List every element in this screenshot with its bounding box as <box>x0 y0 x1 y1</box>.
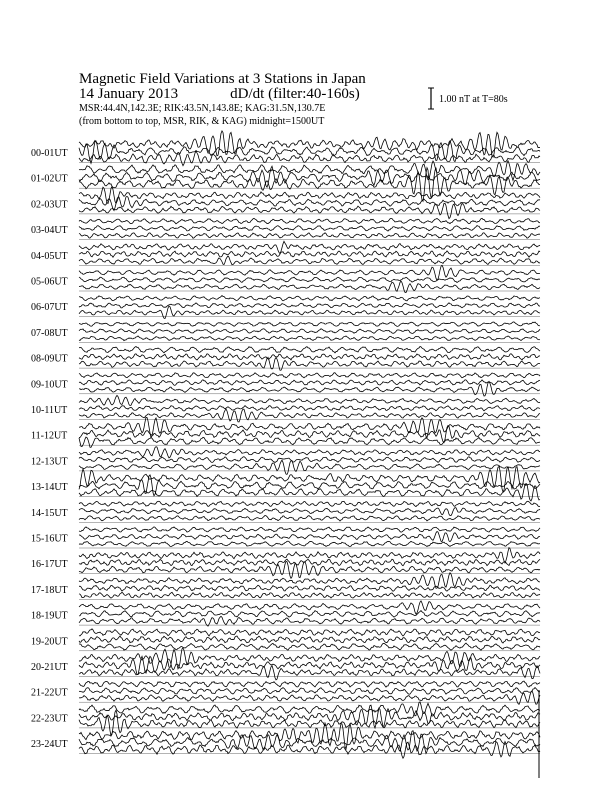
hour-label: 00-01UT <box>31 148 68 159</box>
trace-MSR <box>79 541 540 546</box>
hour-row <box>31 296 540 319</box>
trace-KAG <box>79 501 540 507</box>
trace-KAG <box>79 417 540 437</box>
trace-RIK <box>79 731 540 754</box>
trace-KAG <box>79 322 540 326</box>
trace-RIK <box>79 611 540 618</box>
hour-label: 09-10UT <box>31 379 68 391</box>
hour-label: 12-13UT <box>31 456 68 468</box>
trace-RIK <box>79 457 540 463</box>
hour-label: 18-19UT <box>31 610 68 622</box>
hour-label: 21-22UT <box>31 687 68 699</box>
trace-MSR <box>79 616 540 626</box>
hour-row <box>31 322 540 342</box>
hour-row <box>31 702 540 736</box>
trace-MSR <box>79 484 540 501</box>
scale-bar <box>428 88 434 109</box>
hour-label: 19-20UT <box>31 636 68 648</box>
trace-KAG <box>79 373 540 378</box>
hour-row <box>31 527 540 548</box>
hour-label: 03-04UT <box>31 225 68 237</box>
trace-RIK <box>79 636 540 643</box>
trace-KAG <box>79 187 540 204</box>
hour-label: 20-21UT <box>31 662 68 673</box>
trace-MSR <box>79 151 540 166</box>
hour-row <box>31 501 540 522</box>
hour-row <box>31 346 540 370</box>
hour-row <box>31 601 540 626</box>
trace-MSR <box>79 592 540 598</box>
trace-MSR <box>79 643 540 650</box>
scale-bar-label: 1.00 nT at T=80s <box>439 94 508 105</box>
trace-RIK <box>79 226 540 232</box>
hour-label: 16-17UT <box>31 559 68 571</box>
trace-KAG <box>79 218 540 223</box>
station-coordinates: MSR:44.4N,142.3E; RIK:43.5N,143.8E; KAG:31.5N,130.7E <box>79 103 326 114</box>
trace-MSR <box>79 336 540 341</box>
hour-label: 17-18UT <box>31 584 68 596</box>
trace-KAG <box>79 395 540 405</box>
trace-RIK <box>79 559 540 566</box>
trace-MSR <box>79 666 540 680</box>
hour-label: 06-07UT <box>31 302 68 314</box>
trace-KAG <box>79 527 540 532</box>
hour-label: 07-08UT <box>31 327 68 339</box>
hour-label: 13-14UT <box>31 482 68 494</box>
trace-MSR <box>79 233 540 238</box>
trace-KAG <box>79 131 540 157</box>
hour-row <box>31 648 540 680</box>
hour-row <box>31 417 540 447</box>
hour-row <box>31 265 540 292</box>
trace-KAG <box>79 346 540 352</box>
chart-title: Magnetic Field Variations at 3 Stations in Japan <box>79 71 366 87</box>
trace-RIK <box>79 585 540 591</box>
hour-label: 15-16UT <box>31 533 68 545</box>
trace-MSR <box>79 437 540 447</box>
hour-label: 22-23UT <box>31 713 68 725</box>
hour-row <box>31 161 540 202</box>
trace-MSR <box>79 203 540 218</box>
hour-label: 08-09UT <box>31 353 68 365</box>
trace-RIK <box>79 532 540 542</box>
trace-KAG <box>79 296 540 301</box>
hour-row <box>31 447 540 475</box>
station-order-note: (from bottom to top, MSR, RIK, & KAG) midnight=1500UT <box>79 116 325 127</box>
trace-KAG <box>79 681 540 687</box>
trace-RIK <box>79 688 540 695</box>
trace-RIK <box>79 277 540 282</box>
trace-RIK <box>79 303 540 308</box>
trace-MSR <box>79 515 540 521</box>
trace-MSR <box>79 460 540 474</box>
trace-rows <box>31 131 540 778</box>
hour-row <box>31 241 540 265</box>
quantity-text: dD/dt (filter:40-160s) <box>230 86 360 102</box>
trace-RIK <box>79 380 540 386</box>
hour-row <box>31 723 540 758</box>
trace-RIK <box>79 196 540 210</box>
trace-RIK <box>79 508 540 516</box>
trace-KAG <box>79 161 540 181</box>
hour-row <box>31 373 540 396</box>
hour-row <box>31 681 540 704</box>
trace-RIK <box>79 406 540 411</box>
trace-RIK <box>79 329 540 334</box>
hour-label: 10-11UT <box>31 405 68 416</box>
trace-RIK <box>79 141 540 163</box>
hour-label: 04-05UT <box>31 250 68 262</box>
hour-label: 05-06UT <box>31 276 68 288</box>
hour-label: 14-15UT <box>31 507 68 519</box>
hour-row <box>31 573 540 600</box>
trace-RIK <box>79 354 540 360</box>
hour-row <box>31 395 540 422</box>
hour-row <box>31 218 540 239</box>
trace-KAG <box>79 241 540 253</box>
trace-MSR <box>79 742 540 759</box>
trace-KAG <box>79 629 540 636</box>
hour-row <box>31 187 540 219</box>
trace-RIK <box>79 251 540 257</box>
hour-label: 01-02UT <box>31 173 68 185</box>
date-text: 14 January 2013 <box>79 86 179 102</box>
hour-row <box>31 131 540 166</box>
hour-label: 11-12UT <box>31 430 68 442</box>
trace-MSR <box>79 281 540 292</box>
hour-row <box>31 548 540 579</box>
trace-MSR <box>79 256 540 265</box>
hour-label: 23-24UT <box>31 739 68 751</box>
hour-row <box>31 629 540 651</box>
hour-label: 02-03UT <box>31 199 68 211</box>
trace-KAG <box>79 447 540 458</box>
